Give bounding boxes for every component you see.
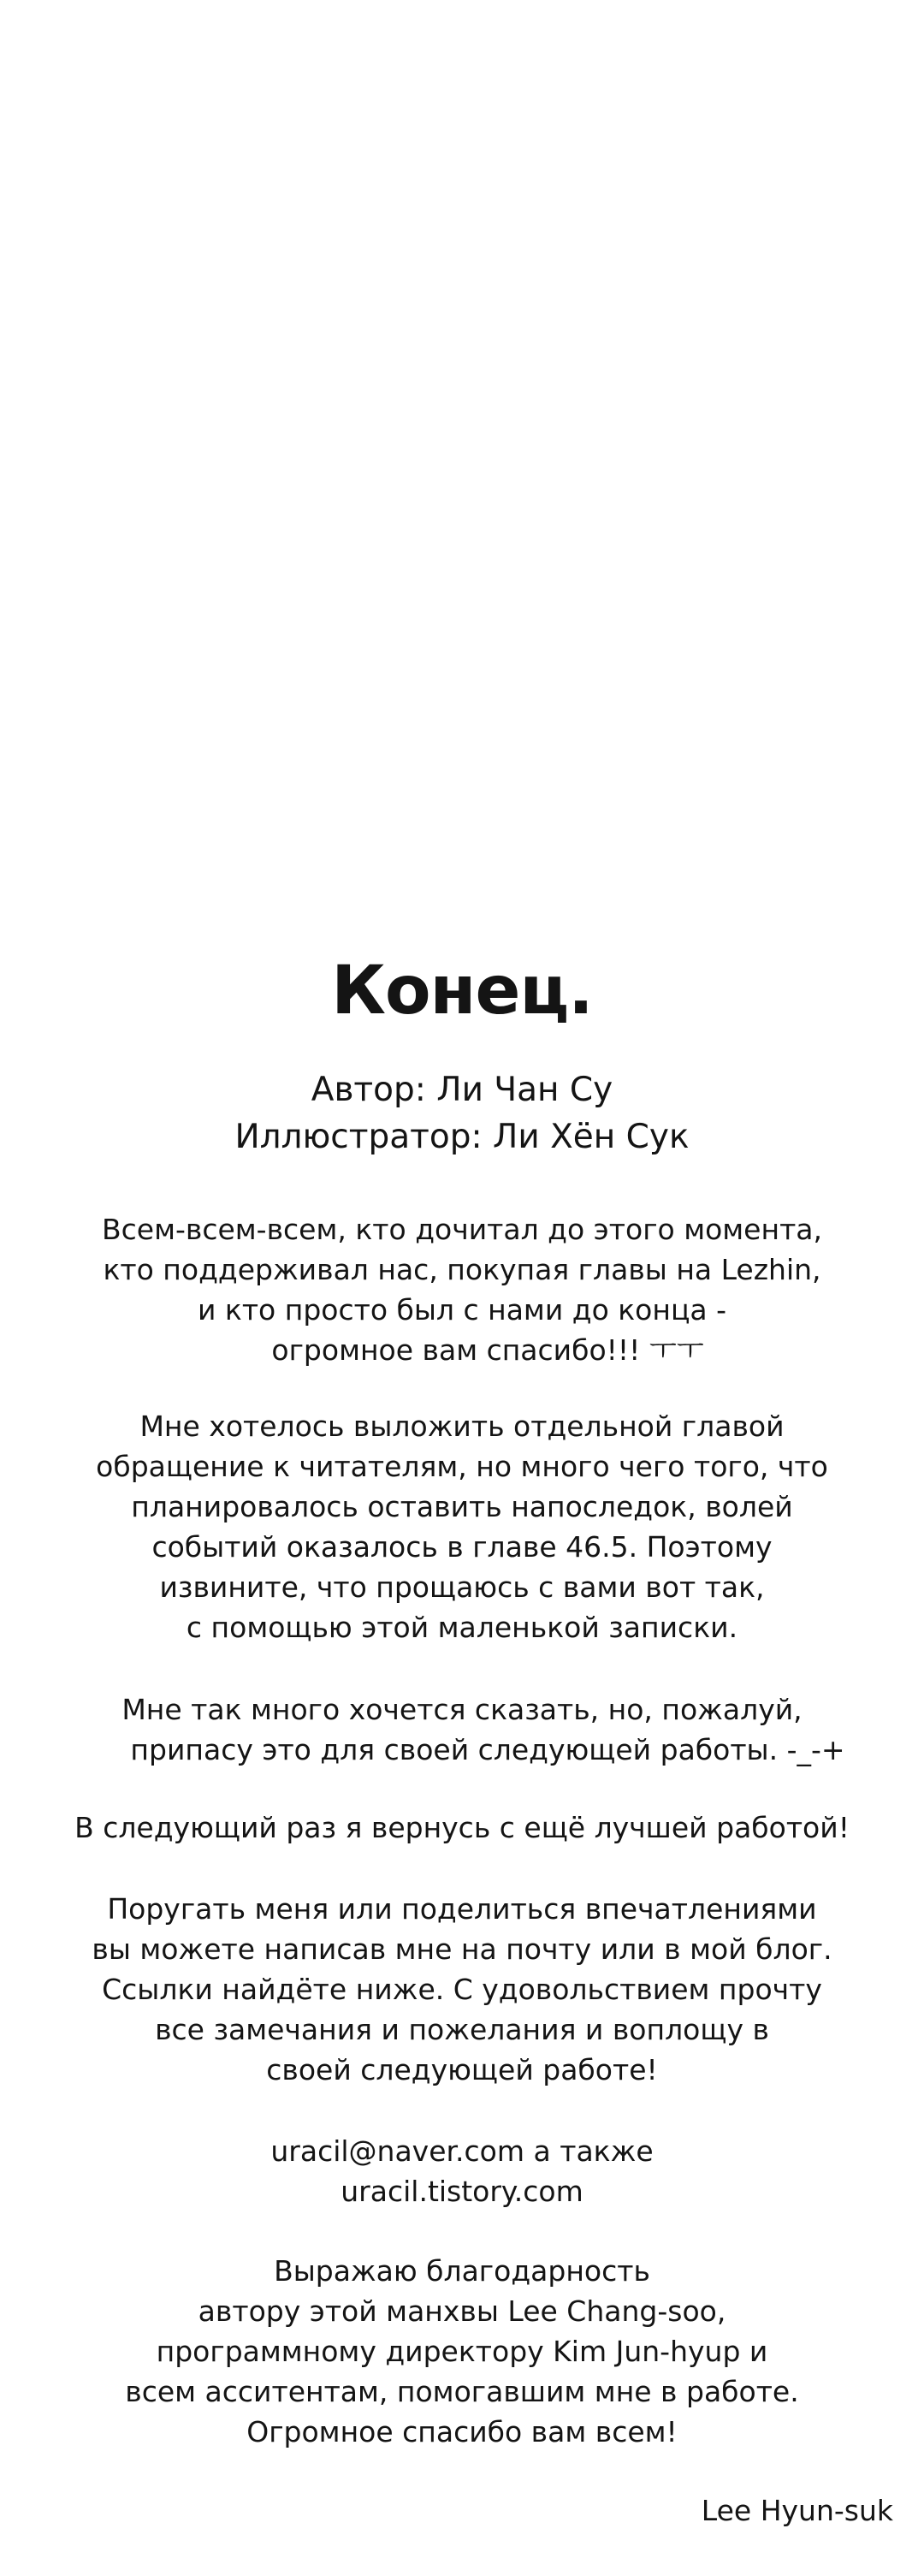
blog-text: uracil.tistory.com <box>341 2175 583 2208</box>
text-line: огромное вам спасибо!!! ㅜㅜ <box>271 1333 704 1367</box>
text-line: обращение к читателям, но много чего того, что <box>96 1450 828 1483</box>
text-line: Мне хотелось выложить отдельной главой <box>139 1410 785 1443</box>
text-line: своей следующей работе! <box>266 2053 658 2086</box>
text-line: с помощью этой маленькой записки. <box>186 1611 738 1644</box>
text-line: программному директору Kim Jun-hyup и <box>156 2335 768 2368</box>
paragraph-acknowledgements <box>0 2251 924 2452</box>
text-line: вы можете написав мне на почту или в мой блог. <box>92 1932 832 1966</box>
text-line: Мне так много хочется сказать, но, пожалуй, <box>121 1693 803 1726</box>
illustrator-credit: Иллюстратор: Ли Хён Сук <box>234 1118 690 1156</box>
text-line: кто поддерживал нас, покупая главы на Lezhin, <box>103 1253 821 1286</box>
paragraph-apology <box>0 1406 924 1647</box>
text-line: припасу это для своей следующей работы. -_-+ <box>130 1733 845 1766</box>
text-line: всем асситентам, помогавшим мне в работе. <box>125 2375 799 2408</box>
text-line: и кто просто был с нами до конца - <box>197 1293 727 1327</box>
paragraph-return <box>0 1807 924 1848</box>
paragraph-next-work <box>0 1689 924 1770</box>
text-line: Ссылки найдёте ниже. С удовольствием прочту <box>102 1973 822 2006</box>
signature: Lee Hyun-suk <box>701 2494 893 2527</box>
text-line: автору этой манхвы Lee Chang-soo, <box>198 2294 726 2328</box>
text-line: событий оказалось в главе 46.5. Поэтому <box>151 1530 773 1564</box>
page-title: Конец. <box>331 953 593 1030</box>
text-line: Поругать меня или поделиться впечатлениями <box>107 1892 817 1926</box>
paragraph-thanks <box>0 1209 924 1370</box>
text-line: Огромное спасибо вам всем! <box>246 2415 678 2448</box>
text-line: все замечания и пожелания и воплощу в <box>155 2013 769 2046</box>
text-line: Выражаю благодарность <box>274 2254 650 2288</box>
text-line: Всем-всем-всем, кто дочитал до этого момента, <box>102 1213 822 1246</box>
text-line: В следующий раз я вернусь с ещё лучшей работой! <box>74 1811 850 1844</box>
credits-block <box>0 1066 924 1160</box>
paragraph-feedback <box>0 1889 924 2090</box>
text-line: планировалось оставить напоследок, волей <box>131 1490 793 1523</box>
author-credit: Автор: Ли Чан Су <box>311 1071 613 1109</box>
email-text: uracil@naver.com а также <box>270 2134 654 2168</box>
text-line: извините, что прощаюсь с вами вот так, <box>159 1570 765 1604</box>
paragraph-contacts <box>0 2131 924 2211</box>
